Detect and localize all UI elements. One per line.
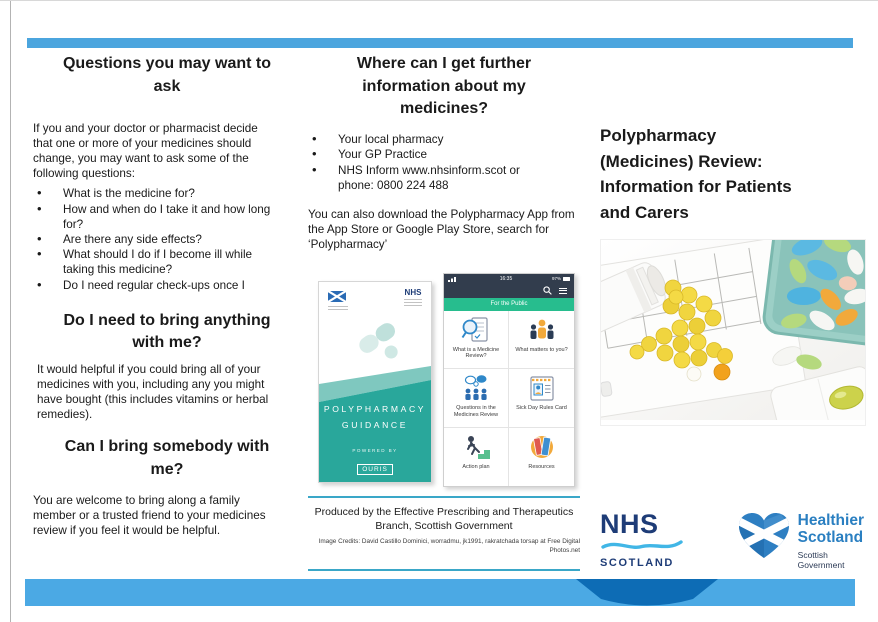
divider-line-bottom xyxy=(308,569,580,571)
leaflet-title-line: and Carers xyxy=(600,202,689,222)
booklet-nhs-logo xyxy=(404,289,422,306)
menu-icon xyxy=(559,287,567,296)
healthier-line2: Scotland xyxy=(797,529,864,547)
tile-what-matters xyxy=(509,311,574,369)
speech-bubbles-people-icon xyxy=(461,373,491,403)
questions-list xyxy=(33,186,301,292)
tile-sick-day-rules xyxy=(509,369,574,427)
tile-action-plan xyxy=(444,428,509,486)
top-accent-bar xyxy=(27,38,853,48)
nhs-scotland-text: SCOTLAND xyxy=(600,556,674,569)
booklet-title-line1: POLYPHARMACY xyxy=(323,403,427,414)
nhs-scotland-logo xyxy=(600,509,686,569)
leaflet-title-line: Polypharmacy xyxy=(600,126,717,145)
panel-cover xyxy=(600,53,866,571)
list-item: • Your local pharmacy xyxy=(308,132,554,147)
phone-section-header xyxy=(444,298,574,311)
info-sources-list xyxy=(308,132,580,193)
app-images-row xyxy=(308,273,580,489)
healthier-logo-text xyxy=(798,512,864,571)
signal-icon xyxy=(448,276,460,282)
tile-label: What is a Medicine Review? xyxy=(452,346,500,360)
list-item: • How and when do I take it and how long for? xyxy=(33,202,275,232)
list-item: • Your GP Practice xyxy=(308,147,554,162)
footer-fold-shape xyxy=(572,579,722,611)
list-item: • What should I do if I become ill while taking this medicine? xyxy=(33,247,275,277)
tile-resources xyxy=(509,428,574,486)
tile-questions-review xyxy=(444,369,509,427)
battery-icon xyxy=(563,277,570,281)
booklet-nhs-text: NHS xyxy=(404,287,422,297)
list-item: • Do I need regular check-ups once I xyxy=(33,278,275,293)
people-group-icon xyxy=(527,315,557,345)
booklet-powered-by: POWERED BY xyxy=(352,447,398,453)
leaflet-title-line: Information for Patients xyxy=(600,177,792,196)
heading-questions: Questions you may want to ask xyxy=(62,55,272,95)
list-item: • NHS Inform www.nhsinform.scot or phone: 0800 224 488 xyxy=(308,163,554,193)
leaflet-title xyxy=(600,123,866,225)
heading-bring-anything: Do I need to bring anything with me? xyxy=(63,311,271,352)
booklet-brand: OURIS xyxy=(357,464,393,475)
search-icon xyxy=(543,286,552,295)
tile-label: Resources xyxy=(528,463,555,470)
phone-time: 16:35 xyxy=(499,275,513,282)
list-item: • Are there any side effects? xyxy=(33,232,275,247)
bring-anything-text: It would helpful if you could bring all of your medicines with you, including any you might have bought (this includes vitamins or herbal remedies). xyxy=(37,363,269,422)
tile-label: Action plan xyxy=(462,463,490,470)
rules-card-icon xyxy=(527,373,557,403)
panel-questions xyxy=(33,53,301,539)
phone-nav-bar xyxy=(444,284,574,298)
heading-bring-somebody: Can I bring somebody with me? xyxy=(64,438,270,478)
scottish-government-line2: Government xyxy=(797,560,845,571)
pills-photo xyxy=(600,239,866,426)
polypharmacy-app-screenshot xyxy=(443,273,575,487)
image-credits-text: Image Credits: David Castillo Dominici, worradmu, jk1991, rakratchada torsap at Free Digital Photos.net xyxy=(318,537,580,554)
nhs-logo-text: NHS xyxy=(600,509,659,539)
capsule-pill-icon xyxy=(353,320,405,362)
panel-further-info xyxy=(308,53,580,571)
bring-somebody-text: You are welcome to bring along a family member or a trusted friend to your medicines review if you feel it would be helpful. xyxy=(33,494,266,538)
produced-by-text: Produced by the Effective Prescribing and Therapeutics Branch, Scottish Government xyxy=(314,505,574,533)
heart-saltire-icon xyxy=(737,512,791,562)
healthier-line1: Healthier xyxy=(797,512,864,529)
polypharmacy-guidance-booklet-image xyxy=(318,281,432,483)
questions-intro: If you and your doctor or pharmacist decide that one or more of your medicines should change, you may want to ask some of the following questions: xyxy=(33,122,258,181)
phone-tile-grid xyxy=(444,311,574,486)
booklet-title-line2: GUIDANCE xyxy=(341,419,409,430)
tile-label: Questions in the Medicines Review xyxy=(453,405,499,418)
phone-battery-percent: 97% xyxy=(551,276,561,282)
divider-line-top xyxy=(308,496,580,498)
leaflet-title-line: (Medicines) Review: xyxy=(600,151,763,171)
tile-label: What matters to you? xyxy=(515,346,568,353)
magnifier-document-icon xyxy=(461,315,491,345)
tile-label: Sick Day Rules Card xyxy=(516,405,567,412)
saltire-flag-icon xyxy=(328,291,346,302)
running-figure-steps-icon xyxy=(461,432,491,462)
logos-row xyxy=(600,509,866,571)
heading-further-info: Where can I get further information about my medicines? xyxy=(356,55,532,118)
phone-section-title: For the Public xyxy=(490,301,528,308)
app-download-text: You can also download the Polypharmacy App from the App Store or Google Play Store, search for ‘Polypharmacy’ xyxy=(308,207,575,251)
page-fold-line xyxy=(10,1,11,622)
nhs-swoosh-icon xyxy=(600,538,684,551)
booklet-smallprint-lines xyxy=(328,304,348,310)
healthier-scotland-logo xyxy=(737,512,864,571)
tile-medicine-review xyxy=(444,311,509,369)
scottish-government-line1: Scottish xyxy=(797,549,828,560)
list-item: • What is the medicine for? xyxy=(33,186,275,201)
pills-photo-illustration xyxy=(601,240,865,420)
footer-accent-bar xyxy=(25,579,855,606)
books-icon xyxy=(527,432,557,462)
phone-status-bar xyxy=(444,274,574,284)
